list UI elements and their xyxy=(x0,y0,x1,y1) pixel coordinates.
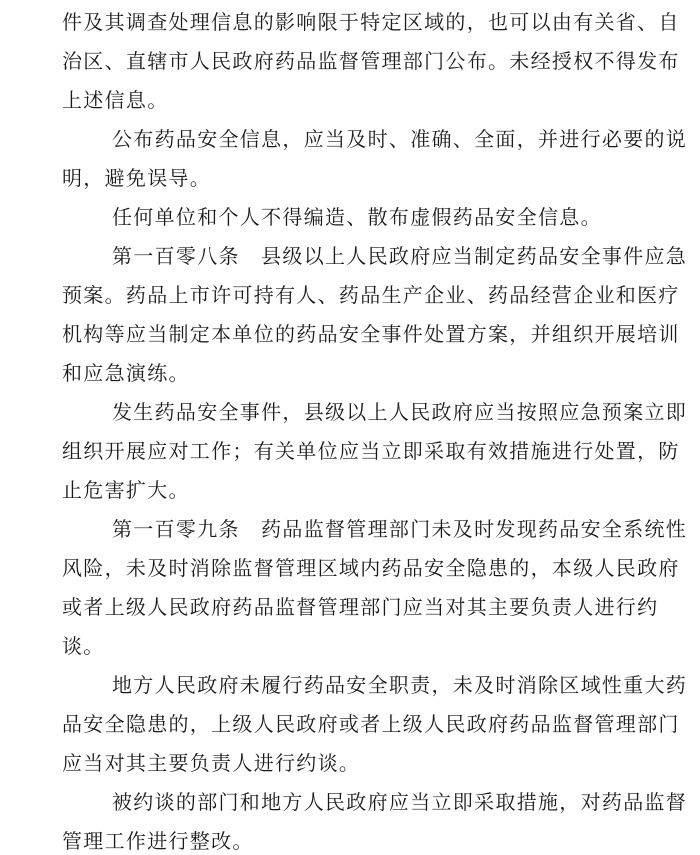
text-line: 和应急演练。 xyxy=(62,361,190,385)
text-line: 公布药品安全信息，应当及时、准确、全面，并进行必要的说 xyxy=(112,127,688,151)
text-line: 风险，未及时消除监督管理区域内药品安全隐患的，本级人民政府 xyxy=(62,556,680,580)
text-line: 地方人民政府未履行药品安全职责，未及时消除区域性重大药 xyxy=(112,673,688,697)
text-line: 管理工作进行整改。 xyxy=(62,829,254,853)
text-line: 明，避免误导。 xyxy=(62,166,212,190)
text-line: 发生药品安全事件，县级以上人民政府应当按照应急预案立即 xyxy=(112,400,688,424)
text-line: 谈。 xyxy=(62,634,105,658)
text-line: 止危害扩大。 xyxy=(62,478,190,502)
text-line: 被约谈的部门和地方人民政府应当立即采取措施，对药品监督 xyxy=(112,790,688,814)
article-108-heading-line: 第一百零八条 县级以上人民政府应当制定药品安全事件应急 xyxy=(112,244,688,268)
text-line: 上述信息。 xyxy=(62,88,169,112)
text-line: 品安全隐患的，上级人民政府或者上级人民政府药品监督管理部门 xyxy=(62,712,680,736)
text-line: 机构等应当制定本单位的药品安全事件处置方案，并组织开展培训 xyxy=(62,322,680,346)
article-109-heading-line: 第一百零九条 药品监督管理部门未及时发现药品安全系统性 xyxy=(112,517,688,541)
text-line: 预案。药品上市许可持有人、药品生产企业、药品经营企业和医疗 xyxy=(62,283,680,307)
text-line: 任何单位和个人不得编造、散布虚假药品安全信息。 xyxy=(112,205,602,229)
text-line: 应当对其主要负责人进行约谈。 xyxy=(62,751,361,775)
text-line: 件及其调查处理信息的影响限于特定区域的，也可以由有关省、自 xyxy=(62,10,680,34)
text-line: 或者上级人民政府药品监督管理部门应当对其主要负责人进行约 xyxy=(62,595,659,619)
text-line: 组织开展应对工作；有关单位应当立即采取有效措施进行处置，防 xyxy=(62,439,680,463)
text-line: 治区、直辖市人民政府药品监督管理部门公布。未经授权不得发布 xyxy=(62,49,680,73)
